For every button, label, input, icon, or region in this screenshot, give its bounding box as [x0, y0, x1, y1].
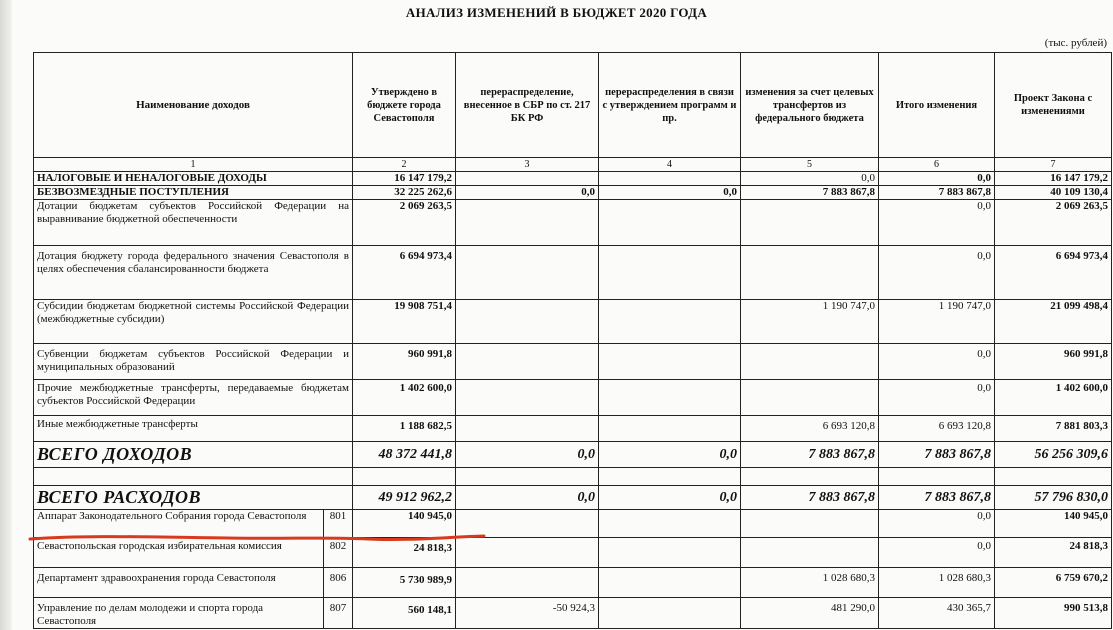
- cell-sbr: [456, 300, 599, 344]
- cell-programs: [599, 246, 741, 300]
- cell-draft: 960 991,8: [995, 344, 1112, 380]
- cell-draft: 40 109 130,4: [995, 186, 1112, 200]
- cell-programs: [599, 510, 741, 538]
- cell-sbr: [456, 200, 599, 246]
- cell-draft: 990 513,8: [995, 598, 1112, 629]
- cell-federal: [741, 246, 879, 300]
- cell-total-changes: 0,0: [879, 510, 995, 538]
- row-code: 807: [324, 598, 353, 629]
- table-row: [34, 598, 1112, 629]
- cell-federal: 1 028 680,3: [741, 568, 879, 598]
- cell-sbr: [456, 380, 599, 416]
- header-redistribution-sbr: перераспределение, внесенное в СБР по ст. 217 БК РФ: [456, 53, 599, 158]
- header-name: Наименование доходов: [34, 53, 353, 158]
- cell-sbr: [456, 172, 599, 186]
- cell-federal: [741, 538, 879, 568]
- row-name: Севастопольская городская избирательная комиссия: [34, 538, 324, 568]
- cell-sbr: [456, 416, 599, 442]
- row-code: 806: [324, 568, 353, 598]
- cell-approved: 32 225 262,6: [353, 186, 456, 200]
- cell-federal: 6 693 120,8: [741, 416, 879, 442]
- cell-approved: 16 147 179,2: [353, 172, 456, 186]
- cell-total-changes: 0,0: [879, 246, 995, 300]
- row-name: Дотация бюджету города федерального значения Севастополя в целях обеспечения сбалансированности бюджета: [34, 246, 353, 300]
- cell-approved: 48 372 441,8: [353, 442, 456, 468]
- row-name: БЕЗВОЗМЕЗДНЫЕ ПОСТУПЛЕНИЯ: [34, 186, 353, 200]
- cell-programs: [599, 538, 741, 568]
- header-draft-law: Проект Закона с изменениями: [995, 53, 1112, 158]
- cell-total-changes: 0,0: [879, 538, 995, 568]
- table-row: [34, 510, 1112, 538]
- cell-sbr: [456, 538, 599, 568]
- cell-sbr: 0,0: [456, 486, 599, 510]
- column-number: 2: [353, 158, 456, 172]
- cell-total-changes: 7 883 867,8: [879, 486, 995, 510]
- cell-approved: 49 912 962,2: [353, 486, 456, 510]
- cell-federal: [741, 344, 879, 380]
- header-redistribution-programs: перераспределения в связи с утверждением программ и пр.: [599, 53, 741, 158]
- row-name: Аппарат Законодательного Собрания города Севастополя: [34, 510, 324, 538]
- cell-programs: [599, 172, 741, 186]
- cell-sbr: 0,0: [456, 186, 599, 200]
- cell-federal: 1 190 747,0: [741, 300, 879, 344]
- cell-draft: 1 402 600,0: [995, 380, 1112, 416]
- cell-approved: 24 818,3: [353, 538, 456, 568]
- cell-total-changes: 7 883 867,8: [879, 442, 995, 468]
- table-row: [34, 568, 1112, 598]
- cell-draft: 21 099 498,4: [995, 300, 1112, 344]
- row-name: НАЛОГОВЫЕ И НЕНАЛОГОВЫЕ ДОХОДЫ: [34, 172, 353, 186]
- column-number: 5: [741, 158, 879, 172]
- cell-programs: [599, 598, 741, 629]
- page-spine: [0, 0, 12, 630]
- total-expense-row: [34, 486, 1112, 510]
- row-name: Дотации бюджетам субъектов Российской Федерации на выравнивание бюджетной обеспеченности: [34, 200, 353, 246]
- empty-cell: [995, 468, 1112, 486]
- cell-programs: 0,0: [599, 442, 741, 468]
- column-number: 4: [599, 158, 741, 172]
- total-income-row: [34, 442, 1112, 468]
- cell-sbr: [456, 344, 599, 380]
- row-code: 802: [324, 538, 353, 568]
- row-name: Субсидии бюджетам бюджетной системы Российской Федерации (межбюджетные субсидии): [34, 300, 353, 344]
- header-approved: Утверждено в бюджете города Севастополя: [353, 53, 456, 158]
- cell-draft: 140 945,0: [995, 510, 1112, 538]
- cell-approved: 560 148,1: [353, 598, 456, 629]
- cell-approved: 6 694 973,4: [353, 246, 456, 300]
- cell-approved: 1 188 682,5: [353, 416, 456, 442]
- row-name: Департамент здравоохранения города Севастополя: [34, 568, 324, 598]
- table-row: [34, 246, 1112, 300]
- header-row: [34, 53, 1112, 158]
- cell-federal: 7 883 867,8: [741, 486, 879, 510]
- column-number-row: [34, 158, 1112, 172]
- cell-federal: [741, 510, 879, 538]
- cell-sbr: [456, 568, 599, 598]
- table-row: [34, 200, 1112, 246]
- cell-total-changes: 1 190 747,0: [879, 300, 995, 344]
- cell-total-changes: 0,0: [879, 380, 995, 416]
- cell-programs: [599, 380, 741, 416]
- cell-draft: 2 069 263,5: [995, 200, 1112, 246]
- spacer-row: [34, 468, 1112, 486]
- cell-programs: [599, 568, 741, 598]
- column-number: 3: [456, 158, 599, 172]
- empty-cell: [599, 468, 741, 486]
- table-row: [34, 380, 1112, 416]
- cell-total-changes: 7 883 867,8: [879, 186, 995, 200]
- header-total-changes: Итого изменения: [879, 53, 995, 158]
- cell-programs: 0,0: [599, 486, 741, 510]
- cell-programs: 0,0: [599, 186, 741, 200]
- units-note: (тыс. рублей): [1044, 37, 1107, 49]
- total-income-label: ВСЕГО ДОХОДОВ: [34, 442, 353, 468]
- cell-draft: 6 694 973,4: [995, 246, 1112, 300]
- row-name: Прочие межбюджетные трансферты, передаваемые бюджетам субъектов Российской Федерации: [34, 380, 353, 416]
- cell-sbr: [456, 246, 599, 300]
- column-number: 6: [879, 158, 995, 172]
- cell-programs: [599, 200, 741, 246]
- total-expense-label: ВСЕГО РАСХОДОВ: [34, 486, 353, 510]
- cell-federal: 7 883 867,8: [741, 442, 879, 468]
- cell-total-changes: 0,0: [879, 172, 995, 186]
- cell-programs: [599, 344, 741, 380]
- cell-approved: 960 991,8: [353, 344, 456, 380]
- cell-draft: 57 796 830,0: [995, 486, 1112, 510]
- empty-cell: [456, 468, 599, 486]
- cell-draft: 7 881 803,3: [995, 416, 1112, 442]
- cell-total-changes: 1 028 680,3: [879, 568, 995, 598]
- cell-sbr: -50 924,3: [456, 598, 599, 629]
- cell-sbr: 0,0: [456, 442, 599, 468]
- document-title: АНАЛИЗ ИЗМЕНЕНИЙ В БЮДЖЕТ 2020 ГОДА: [405, 5, 708, 20]
- row-name: Иные межбюджетные трансферты: [34, 416, 353, 442]
- empty-cell: [34, 468, 353, 486]
- cell-programs: [599, 416, 741, 442]
- cell-draft: 56 256 309,6: [995, 442, 1112, 468]
- cell-federal: [741, 380, 879, 416]
- cell-total-changes: 0,0: [879, 200, 995, 246]
- row-name: Субвенции бюджетам субъектов Российской Федерации и муниципальных образований: [34, 344, 353, 380]
- cell-approved: 140 945,0: [353, 510, 456, 538]
- column-number: 1: [34, 158, 353, 172]
- cell-federal: 7 883 867,8: [741, 186, 879, 200]
- cell-programs: [599, 300, 741, 344]
- cell-draft: 16 147 179,2: [995, 172, 1112, 186]
- cell-approved: 2 069 263,5: [353, 200, 456, 246]
- cell-draft: 24 818,3: [995, 538, 1112, 568]
- table-row: [34, 344, 1112, 380]
- table-row: [34, 300, 1112, 344]
- column-number: 7: [995, 158, 1112, 172]
- table-row: [34, 172, 1112, 186]
- row-name: Управление по делам молодежи и спорта города Севастополя: [34, 598, 324, 629]
- budget-table: [33, 52, 1112, 629]
- header-federal-transfers: изменения за счет целевых трансфертов из федерального бюджета: [741, 53, 879, 158]
- table-row: [34, 186, 1112, 200]
- cell-total-changes: 430 365,7: [879, 598, 995, 629]
- empty-cell: [353, 468, 456, 486]
- cell-sbr: [456, 510, 599, 538]
- table-row: [34, 416, 1112, 442]
- empty-cell: [741, 468, 879, 486]
- cell-draft: 6 759 670,2: [995, 568, 1112, 598]
- cell-total-changes: 0,0: [879, 344, 995, 380]
- empty-cell: [879, 468, 995, 486]
- cell-approved: 1 402 600,0: [353, 380, 456, 416]
- table-row: [34, 538, 1112, 568]
- cell-approved: 5 730 989,9: [353, 568, 456, 598]
- cell-federal: 0,0: [741, 172, 879, 186]
- row-code: 801: [324, 510, 353, 538]
- cell-total-changes: 6 693 120,8: [879, 416, 995, 442]
- cell-approved: 19 908 751,4: [353, 300, 456, 344]
- cell-federal: 481 290,0: [741, 598, 879, 629]
- cell-federal: [741, 200, 879, 246]
